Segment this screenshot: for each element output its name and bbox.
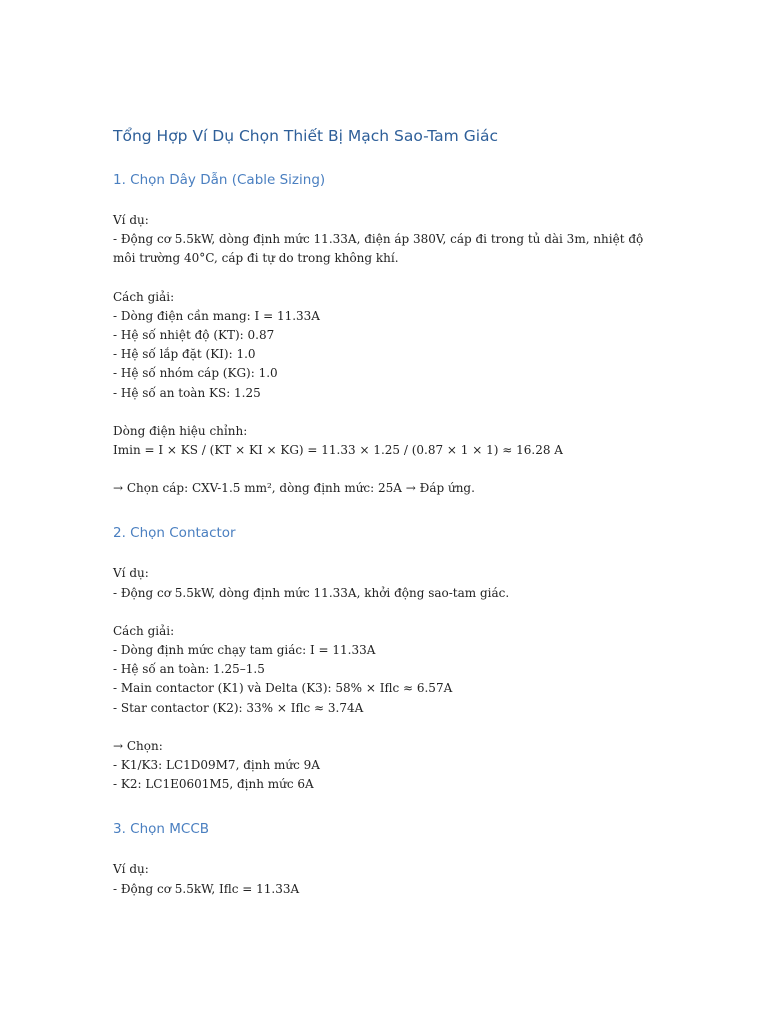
solution-line: - Hệ số nhiệt độ (KT): 0.87 bbox=[113, 328, 275, 343]
example-line: - Động cơ 5.5kW, dòng định mức 11.33A, điện áp 380V, cáp đi trong tủ dài 3m, nhiệt độ bbox=[113, 232, 644, 247]
section-heading: 1. Chọn Dây Dẫn (Cable Sizing) bbox=[113, 172, 326, 188]
solution-label: Cách giải: bbox=[113, 623, 175, 638]
example-line: - Động cơ 5.5kW, dòng định mức 11.33A, khởi động sao-tam giác. bbox=[113, 585, 510, 600]
document-page bbox=[113, 124, 653, 899]
section-contactor bbox=[113, 523, 653, 794]
section-heading: 2. Chọn Contactor bbox=[113, 525, 236, 542]
corrected-current-label: Dòng điện hiệu chỉnh: bbox=[113, 423, 248, 438]
cable-conclusion: → Chọn cáp: CXV-1.5 mm², dòng định mức: 25A → Đáp ứng. bbox=[113, 481, 475, 496]
solution-label: Cách giải: bbox=[113, 289, 175, 304]
corrected-current-formula: Imin = I × KS / (KT × KI × KG) = 11.33 × 1.25 / (0.87 × 1 × 1) ≈ 16.28 A bbox=[113, 443, 563, 458]
example-line: - Động cơ 5.5kW, Iflc = 11.33A bbox=[113, 881, 300, 896]
solution-line: - Main contactor (K1) và Delta (K3): 58% × Iflc ≈ 6.57A bbox=[113, 681, 453, 696]
example-label: Ví dụ: bbox=[113, 862, 149, 877]
solution-line: - Hệ số an toàn: 1.25–1.5 bbox=[113, 662, 265, 677]
choice-line: - K1/K3: LC1D09M7, định mức 9A bbox=[113, 758, 320, 773]
solution-line: - Hệ số an toàn KS: 1.25 bbox=[113, 385, 261, 400]
section-heading: 3. Chọn MCCB bbox=[113, 821, 210, 838]
solution-line: - Dòng điện cần mang: I = 11.33A bbox=[113, 308, 320, 323]
example-line: môi trường 40°C, cáp đi tự do trong không khí. bbox=[113, 251, 399, 266]
example-label: Ví dụ: bbox=[113, 213, 149, 227]
section-mccb bbox=[113, 819, 653, 898]
section-cable-sizing bbox=[113, 170, 653, 498]
solution-line: - Hệ số nhóm cáp (KG): 1.0 bbox=[113, 366, 278, 381]
example-label: Ví dụ: bbox=[113, 566, 149, 581]
solution-line: - Star contactor (K2): 33% × Iflc ≈ 3.74A bbox=[113, 700, 364, 715]
solution-line: - Dòng định mức chạy tam giác: I = 11.33A bbox=[113, 643, 376, 658]
choice-label: → Chọn: bbox=[113, 738, 163, 753]
solution-line: - Hệ số lắp đặt (KI): 1.0 bbox=[113, 347, 256, 362]
document-title: Tổng Hợp Ví Dụ Chọn Thiết Bị Mạch Sao-Tam Giác bbox=[113, 127, 499, 145]
choice-line: - K2: LC1E0601M5, định mức 6A bbox=[113, 777, 314, 792]
